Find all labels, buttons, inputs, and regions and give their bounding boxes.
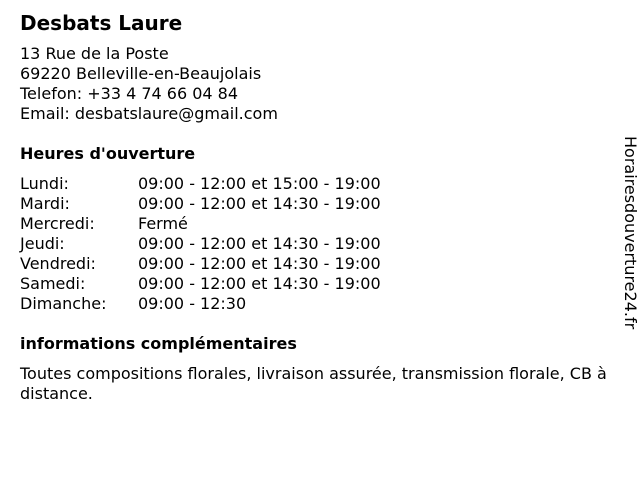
hours-row-samedi — [20, 274, 620, 294]
address-street: 13 Rue de la Poste — [20, 44, 169, 63]
address-city: 69220 Belleville-en-Beaujolais — [20, 64, 262, 83]
hours-time: 09:00 - 12:00 et 14:30 - 19:00 — [138, 234, 381, 253]
hours-day: Lundi: — [20, 174, 69, 193]
hours-day: Mardi: — [20, 194, 70, 213]
hours-time: Fermé — [138, 214, 188, 233]
hours-row-jeudi — [20, 234, 620, 254]
hours-title: Heures d'ouverture — [20, 144, 196, 163]
hours-time: 09:00 - 12:00 et 14:30 - 19:00 — [138, 274, 381, 293]
hours-time: 09:00 - 12:00 et 14:30 - 19:00 — [138, 194, 381, 213]
hours-day: Jeudi: — [20, 234, 65, 253]
info-text: Toutes compositions florales, livraison assurée, transmission florale, CB à distance. — [20, 364, 607, 403]
hours-time: 09:00 - 12:00 et 14:30 - 19:00 — [138, 254, 381, 273]
phone-number: Telefon: +33 4 74 66 04 84 — [20, 84, 239, 103]
site-watermark: Horairesdouverture24.fr — [621, 136, 640, 330]
hours-time: 09:00 - 12:00 et 15:00 - 19:00 — [138, 174, 381, 193]
business-card — [20, 10, 620, 404]
hours-row-mercredi — [20, 214, 620, 234]
hours-day: Dimanche: — [20, 294, 107, 313]
hours-time: 09:00 - 12:30 — [138, 294, 247, 313]
hours-table — [20, 174, 620, 314]
hours-day: Vendredi: — [20, 254, 96, 273]
business-name: Desbats Laure — [20, 11, 183, 35]
hours-row-vendredi — [20, 254, 620, 274]
hours-row-lundi — [20, 174, 620, 194]
email-address: Email: desbatslaure@gmail.com — [20, 104, 278, 123]
hours-day: Samedi: — [20, 274, 86, 293]
hours-row-mardi — [20, 194, 620, 214]
hours-day: Mercredi: — [20, 214, 95, 233]
hours-row-dimanche — [20, 294, 620, 314]
info-title: informations complémentaires — [20, 334, 297, 353]
